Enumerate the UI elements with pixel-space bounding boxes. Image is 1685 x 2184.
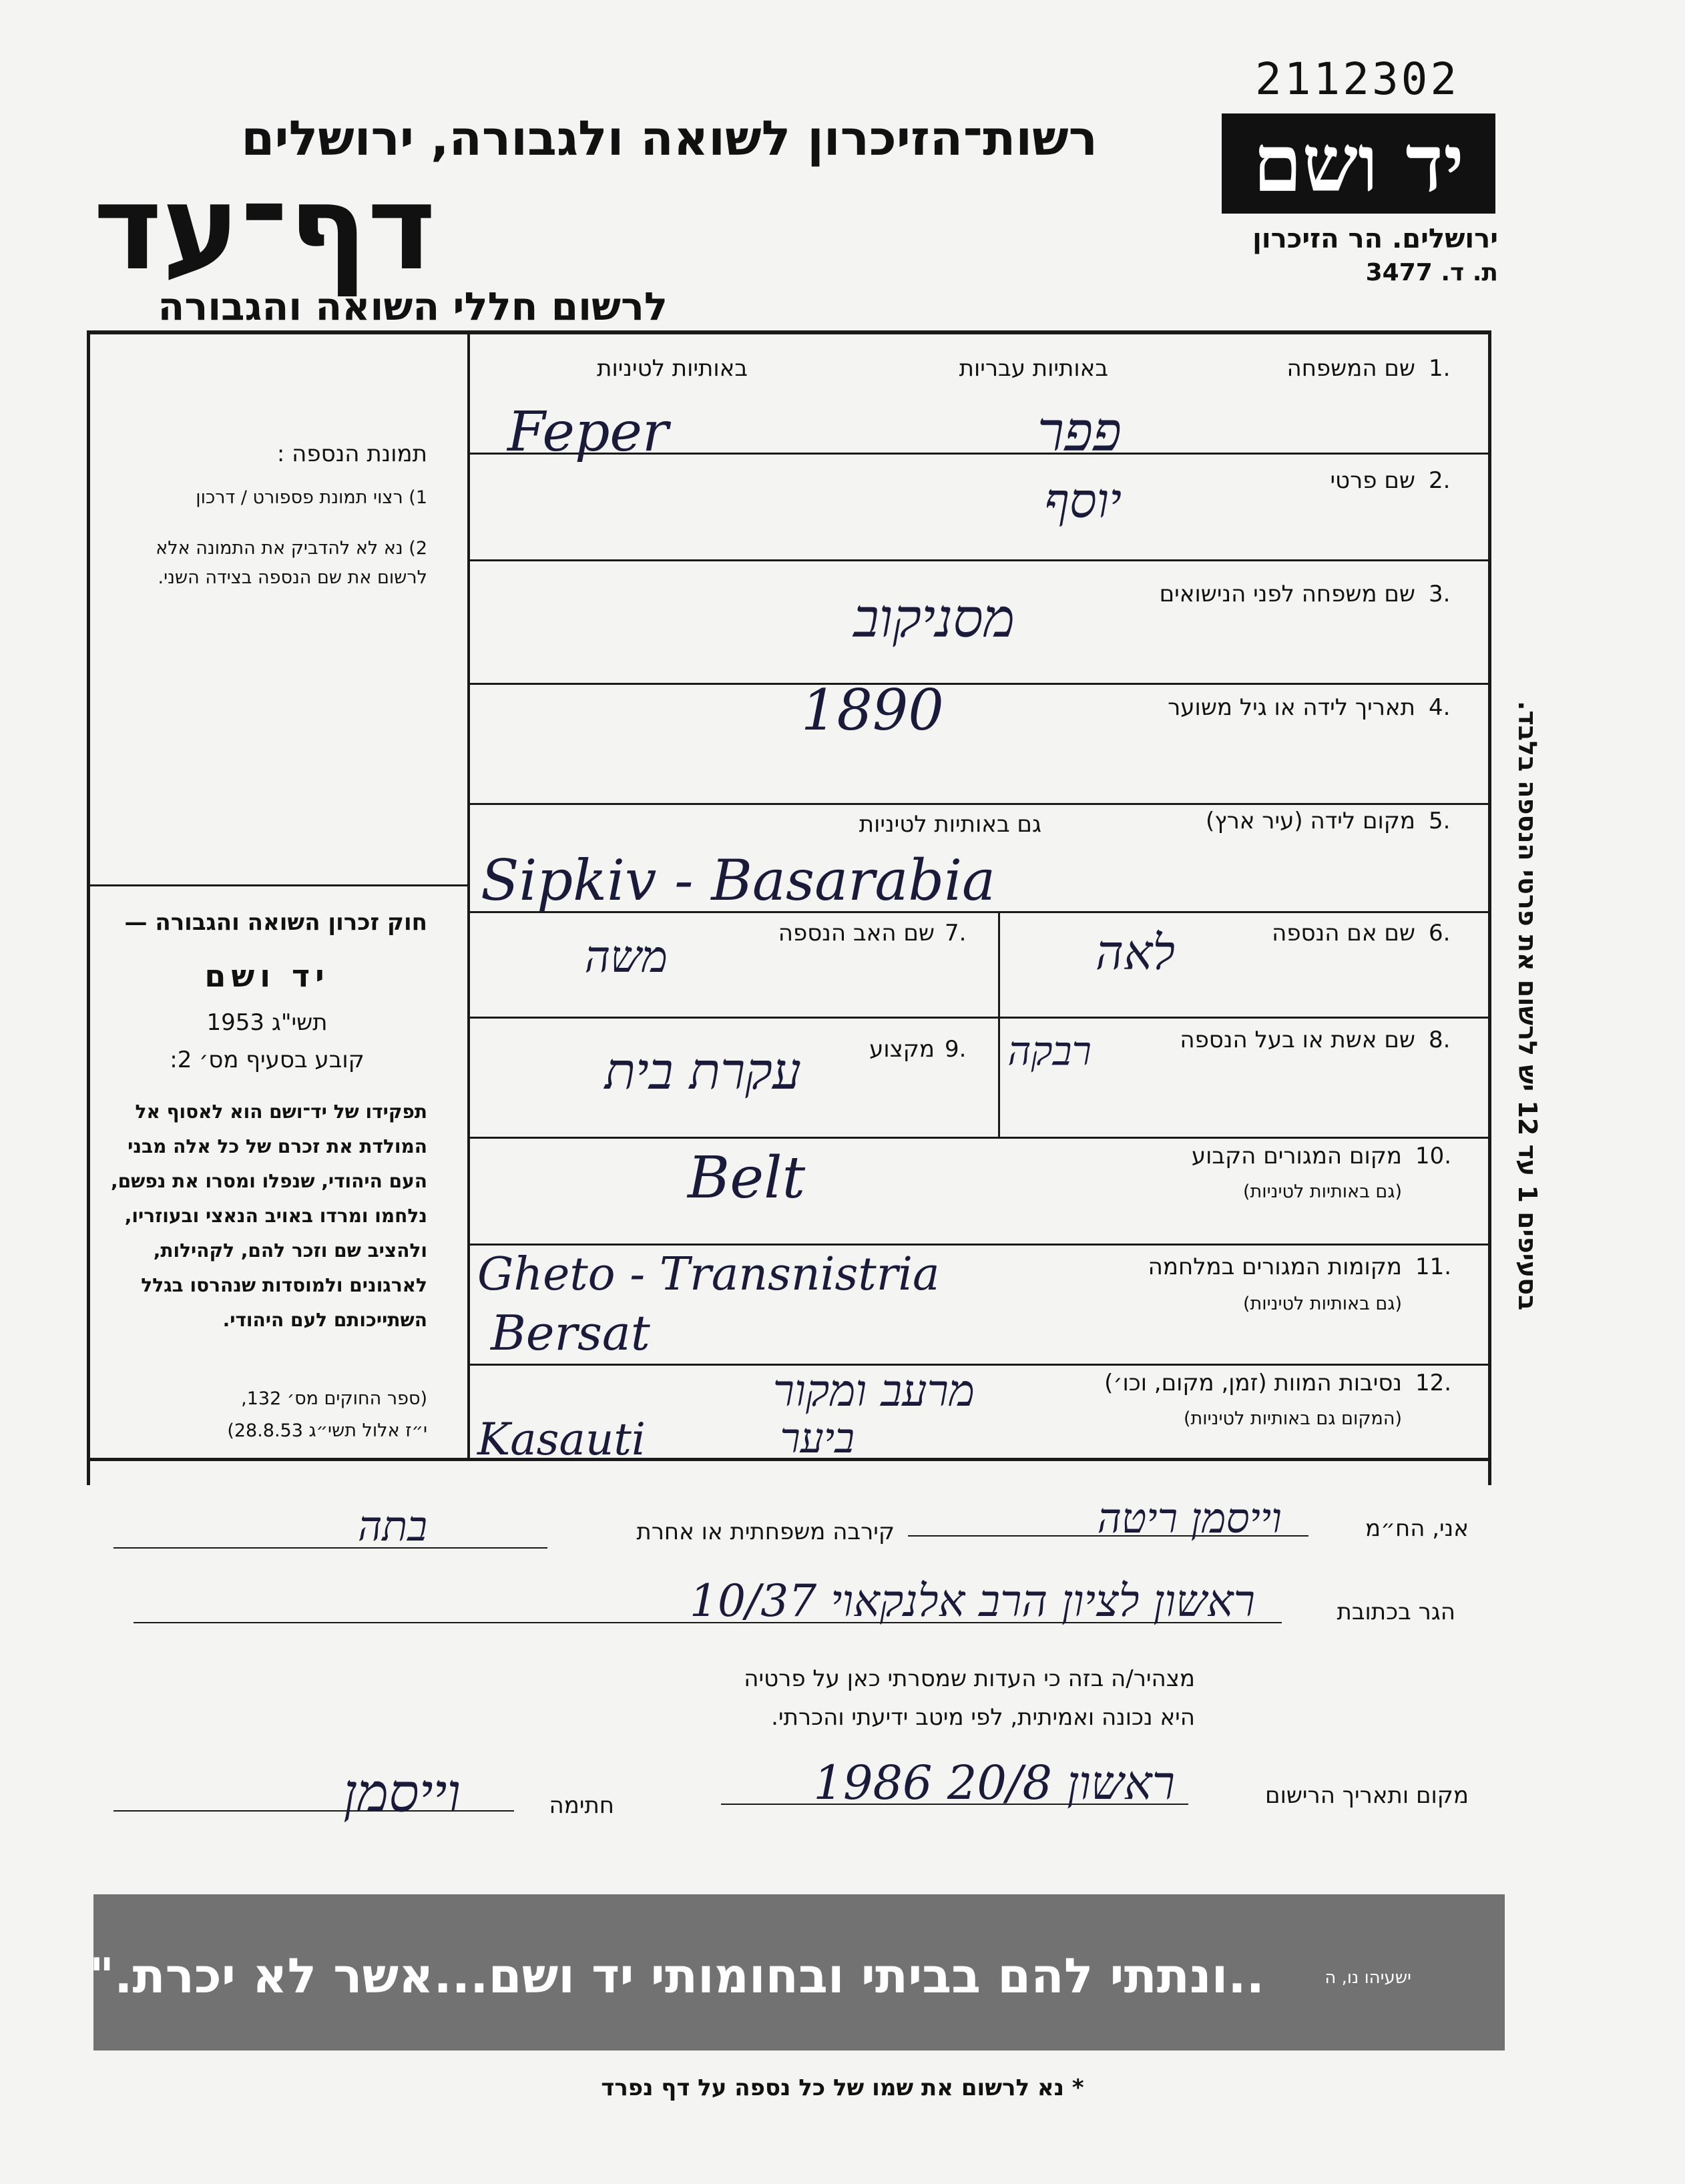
field6-value: לאה [1095, 924, 1175, 981]
address-label: הגר בכתובת [1337, 1599, 1455, 1625]
field5-hint: גם באותיות לטיניות [859, 811, 1041, 838]
quote-text: ..ונתתי להם בביתי ובחומותי יד ושם...אשר לא יכרת." [89, 1948, 1264, 2004]
field12-hint: (המקום גם באותיות לטיניות) [1183, 1408, 1402, 1429]
field2-number: 2. [1429, 467, 1451, 494]
institution-address: ירושלים. הר הזיכרון [1252, 224, 1498, 254]
place-date-value: ראשון 20/8 1986 [813, 1755, 1175, 1810]
field12-value-latin: Kasauti [477, 1414, 646, 1465]
law-text: תפקידו של יד־ושם הוא לאסוף אל המולדת את זכרם של כל אלה מבני העם היהודי, שנפלו ומסרו את נפשם, נלחמו ומרדו באויב הנאצי ובעוזריו, ולהציב שם וזכר להם, לקהילות, לארגונים ולמוסדות שנהרסו בגלל השתייכותם לעם היהודי. [110, 1101, 427, 1331]
field2-value: יוסף [1044, 473, 1122, 529]
statement-line-2: היא נכונה ואמיתית, לפי מיטב ידיעתי והכרתי. [771, 1704, 1195, 1731]
field5-number: 5. [1429, 808, 1451, 834]
field9-number: 9. [945, 1036, 967, 1063]
field1-label: שם המשפחה [1286, 355, 1415, 382]
kinship-label: קירבה משפחתית או אחרת [636, 1519, 895, 1545]
place-date-label: מקום ותאריך הרישום [1265, 1782, 1469, 1809]
field11-label: מקומות המגורים במלחמה [1148, 1254, 1402, 1280]
field1-hebrew-value: פפר [1037, 400, 1122, 464]
field7-number: 7. [945, 920, 967, 946]
field5-value: Sipkiv - Basarabia [481, 848, 996, 913]
field3-number: 3. [1429, 581, 1451, 607]
field8-label: שם אשת או בעל הנספה [1180, 1027, 1415, 1053]
page-subtitle: לרשום חללי השואה והגבורה [158, 284, 668, 329]
field7-label: שם האב הנספה [778, 920, 935, 946]
law-clause: קובע בסעיף מס׳ 2: [170, 1047, 365, 1073]
field9-value: עקרת בית [604, 1041, 801, 1101]
authority-name: רשות־הזיכרון לשואה ולגבורה, ירושלים [241, 110, 1098, 166]
law-year: תשי"ג 1953 [206, 1009, 328, 1036]
field1-hebrew-header: באותיות עבריות [959, 355, 1108, 382]
law-source-1: (ספר החוקים מס׳ 132, [241, 1388, 427, 1409]
law-heading: חוק זכרון השואה והגבורה — [124, 909, 427, 936]
address-value: ראשון לציון הרב אלנקאוי 10/37 [689, 1575, 1255, 1627]
field10-number: 10. [1415, 1143, 1452, 1169]
field3-value: מסניקוב [853, 587, 1015, 649]
field6-label: שם אם הנספה [1272, 920, 1415, 946]
field1-latin-header: באותיות לטיניות [597, 355, 748, 382]
field10-hint: (גם באותיות לטיניות) [1242, 1181, 1402, 1202]
field4-number: 4. [1429, 694, 1451, 721]
page-title: דף־עד [93, 161, 437, 296]
field11-hint: (גם באותיות לטיניות) [1242, 1294, 1402, 1314]
field9-label: מקצוע [869, 1036, 935, 1063]
yad-vashem-logo: יד ושם [1222, 113, 1495, 214]
declarant-name: וייסמן ריטה [1097, 1494, 1282, 1543]
field2-label: שם פרטי [1330, 467, 1415, 494]
kinship-value: בתה [357, 1502, 427, 1551]
side-note-text: בסעיפים 1 עד 12 יש לרשום את פרטי הנספה בלבד. [1513, 701, 1542, 1311]
field3-label: שם משפחה לפני הנישואים [1159, 581, 1415, 607]
field11-number: 11. [1415, 1254, 1452, 1280]
signature-label: חתימה [549, 1792, 614, 1819]
law-source-2: י״ז אלול תשי״ג 28.8.53) [227, 1420, 427, 1441]
signature: וייסמן [343, 1762, 461, 1824]
photo-box-item2: 2) נא לא להדביק את התמונה אלא לרשום את שם הנספה בצידה השני. [156, 538, 427, 588]
field6-number: 6. [1429, 920, 1451, 946]
field12-number: 12. [1415, 1370, 1452, 1396]
photo-box-title: תמונת הנספה : [276, 441, 427, 467]
law-name: יד ושם [204, 958, 330, 994]
field4-value: 1890 [801, 677, 944, 743]
declaration-ani: אני, הח״מ [1365, 1515, 1469, 1542]
side-note [1509, 701, 1549, 1455]
field12-value-1: מרעב ומקור [772, 1365, 975, 1416]
footer-note: * נא לרשום את שמו של כל נספה על דף נפרד [601, 2075, 1084, 2101]
document-number: 2112302 [1255, 53, 1460, 105]
field12-label: נסיבות המוות (זמן, מקום, וכו׳) [1104, 1370, 1402, 1396]
field12-value-2: ביער [780, 1414, 855, 1462]
field8-value: רבקה [1007, 1028, 1092, 1075]
field4-label: תאריך לידה או גיל משוער [1168, 694, 1415, 721]
field10-label: מקום המגורים הקבוע [1191, 1143, 1402, 1169]
field11-value-2: Bersat [491, 1305, 650, 1361]
field1-number: 1. [1429, 355, 1451, 382]
field5-label: מקום לידה (עיר ארץ) [1205, 808, 1415, 834]
field10-value: Belt [688, 1145, 806, 1211]
field1-latin-value: Feper [507, 400, 669, 464]
quote-reference: ישעיהו נו, ה [1325, 1968, 1411, 1988]
statement-line-1: מצהיר/ה בזה כי העדות שמסרתי כאן על פרטיה [744, 1665, 1195, 1692]
field11-value-1: Gheto - Transnistria [477, 1248, 940, 1301]
photo-box-item1: 1) רצוי תמונת פספורט / דרכון [196, 487, 427, 508]
quote-banner [89, 1894, 1505, 2051]
field8-number: 8. [1429, 1027, 1451, 1053]
field7-value: משה [584, 931, 668, 983]
po-box: ת. ד. 3477 [1365, 259, 1498, 286]
